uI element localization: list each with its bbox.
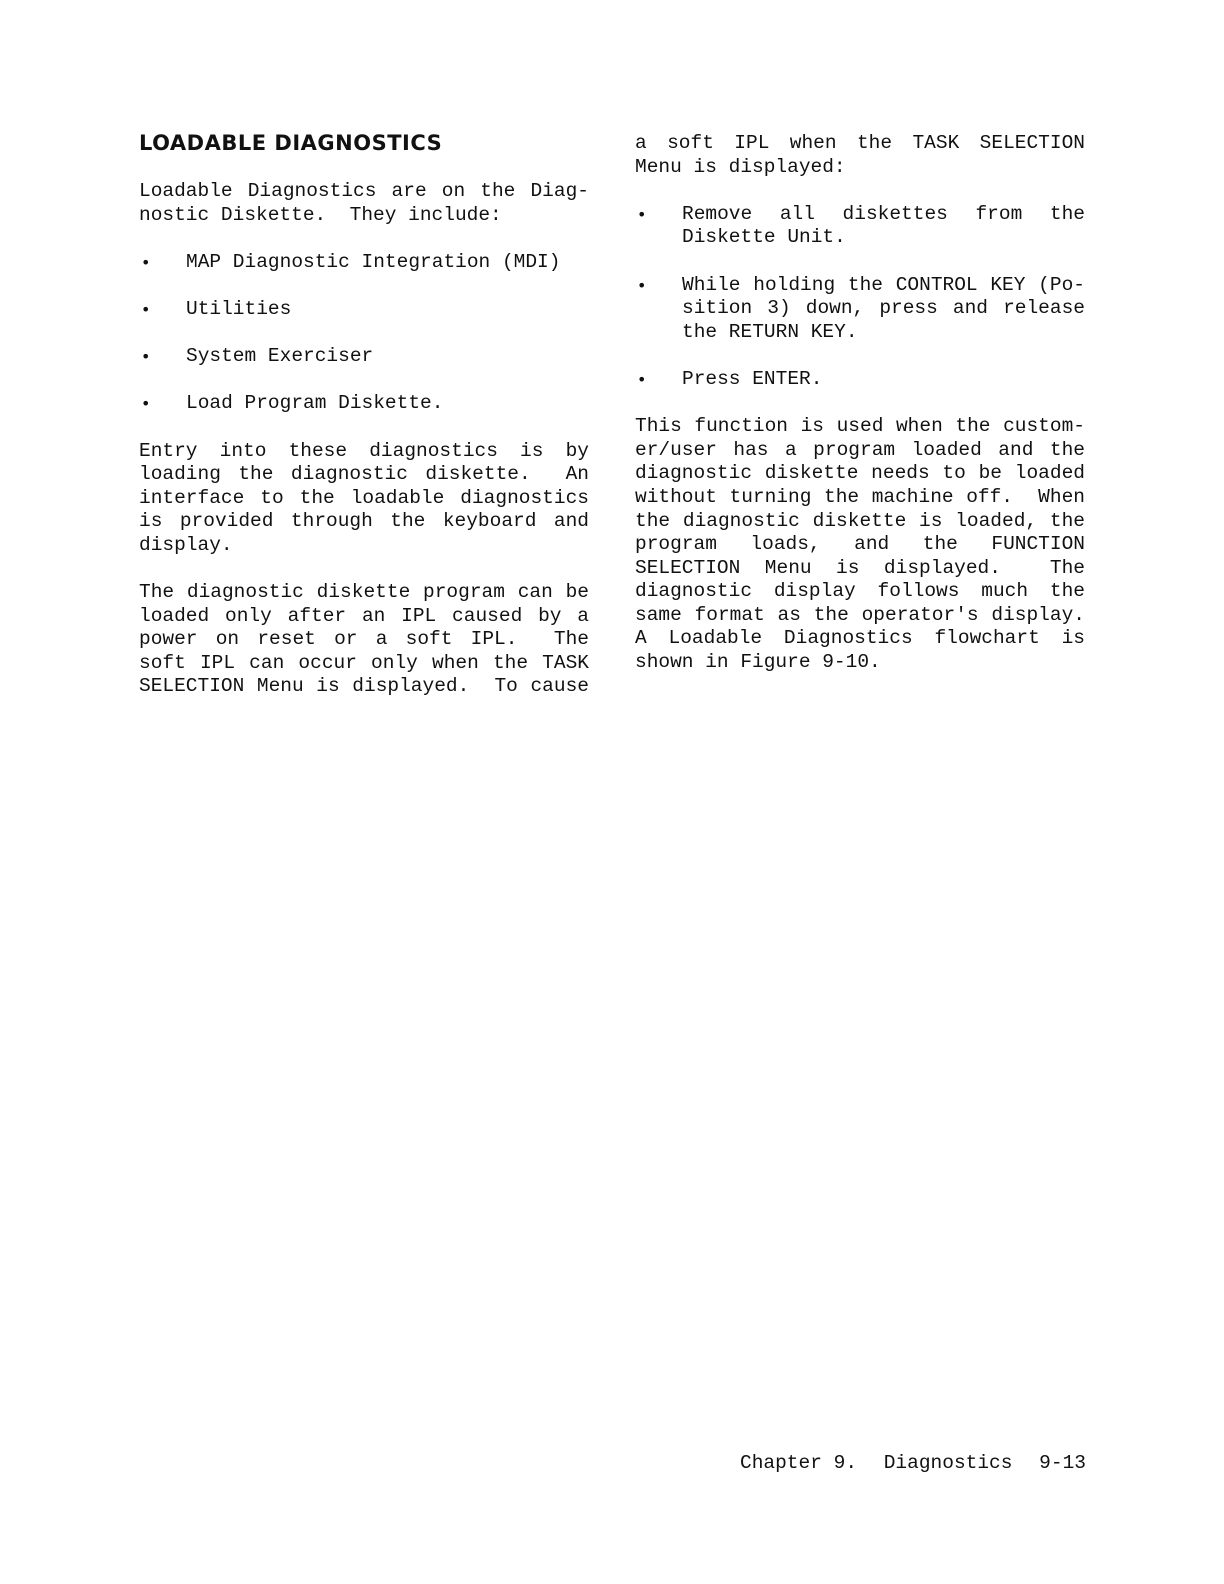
bullet-icon: • [141,299,151,319]
list-item [139,298,589,322]
text-line: loaded only after an IPL caused by a [139,604,589,627]
soft-ipl-intro [635,132,1085,179]
text-line: shown in Figure 9-10. [635,651,881,674]
section-heading: LOADABLE DIAGNOSTICS [139,131,443,155]
diagnostics-list [139,251,589,416]
bullet-icon: • [141,394,151,414]
list-item-text: sition 3) down, press and release [682,297,1085,320]
text-line: This function is used when the custom- [635,415,1085,438]
text-line: A Loadable Diagnostics flowchart is [635,627,1085,650]
text-line: SELECTION Menu is displayed. The [635,556,1085,579]
text-line: diagnostic display follows much the [635,580,1085,603]
list-item-text: Utilities [186,297,292,320]
list-item [635,368,1085,392]
list-item [635,274,1085,345]
list-item-text: Diskette Unit. [682,226,846,249]
text-line: a soft IPL when the TASK SELECTION [635,132,1085,154]
text-line: same format as the operator's display. [635,603,1085,626]
text-line: interface to the loadable diagnostics [139,486,589,509]
bullet-icon: • [637,275,647,295]
text-line: power on reset or a soft IPL. The [139,628,589,651]
list-item [635,203,1085,250]
text-line: the diagnostic diskette is loaded, the [635,509,1085,532]
footer-title: Diagnostics [883,1452,1013,1474]
page-number: 9-13 [1039,1452,1086,1474]
bullet-icon: • [141,347,151,367]
program-paragraph [139,581,589,699]
text-line: program loads, and the FUNCTION [635,533,1085,556]
text-line: SELECTION Menu is displayed. To cause [139,675,589,698]
text-line: without turning the machine off. When [635,485,1085,508]
list-item-text: the RETURN KEY. [682,320,858,343]
footer-chapter: Chapter 9. [740,1452,858,1474]
text-line: er/user has a program loaded and the [635,438,1085,461]
list-item-text: While holding the CONTROL KEY (Po- [682,273,1085,296]
text-line: diagnostic diskette needs to be loaded [635,462,1085,485]
left-column [139,180,589,723]
list-item [139,251,589,275]
list-item-text: Remove all diskettes from the [682,202,1085,225]
text-line: is provided through the keyboard and [139,510,589,533]
text-line: nostic Diskette. They include: [139,203,502,226]
bullet-icon: • [637,369,647,389]
text-line: loading the diagnostic diskette. An [139,463,589,486]
list-item-text: MAP Diagnostic Integration (MDI) [186,250,561,273]
right-column [635,132,1085,698]
list-item [139,345,589,369]
text-line: soft IPL can occur only when the TASK [139,651,589,674]
bullet-icon: • [637,204,647,224]
intro-paragraph [139,180,589,227]
function-paragraph [635,415,1085,675]
text-line: The diagnostic diskette program can be [139,581,589,604]
bullet-icon: • [141,252,151,272]
list-item-text: Load Program Diskette. [186,392,444,415]
page-footer [740,1451,1086,1475]
soft-ipl-steps [635,203,1085,392]
text-line: Menu is displayed: [635,155,846,178]
text-line: display. [139,533,233,556]
text-line: Entry into these diagnostics is by [139,439,589,462]
list-item-text: Press ENTER. [682,367,823,390]
list-item-text: System Exerciser [186,345,374,368]
list-item [139,392,589,416]
text-line: Loadable Diagnostics are on the Diag- [139,180,589,202]
entry-paragraph [139,440,589,558]
